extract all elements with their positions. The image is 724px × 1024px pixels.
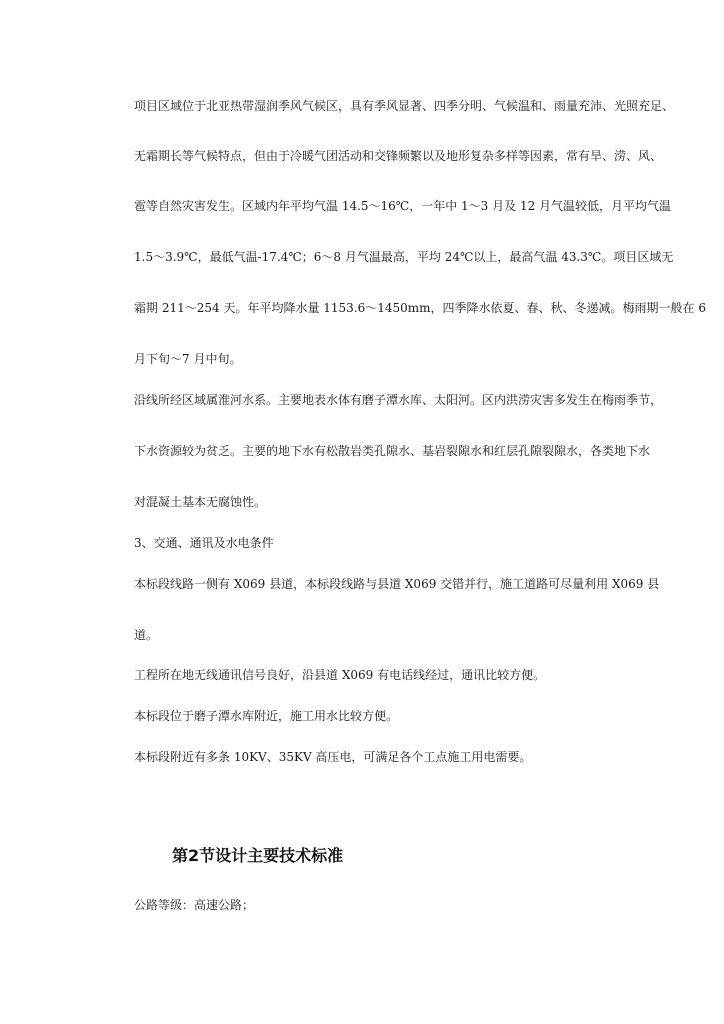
hydrology-text-line-1: 沿线所经区域属淮河水系。主要地表水体有磨子潭水库、太阳河。区内洪涝灾害多发生在梅雨季节， (134, 393, 663, 407)
section-3-title: 3、交通、通讯及水电条件 (134, 536, 274, 550)
water-supply-text: 本标段位于磨子潭水库附近，施工用水比较方便。 (134, 709, 399, 723)
climate-text-line-2: 无霜期长等气候特点，但由于冷暖气团活动和交锋频繁以及地形复杂多样等因素，常有旱、涝、风、 (134, 149, 663, 163)
traffic-text-line-1: 本标段线路一侧有 X069 县道，本标段线路与县道 X069 交错并行，施工道路可尽量利用 X069 县 (134, 577, 660, 591)
power-supply-text: 本标段附近有多条 10KV、35KV 高压电，可满足各个工点施工用电需要。 (134, 750, 532, 764)
climate-text-line-1: 项目区域位于北亚热带湿润季风气候区，具有季风显著、四季分明、气候温和、雨量充沛、光照充足、 (134, 99, 675, 113)
climate-text-line-3: 雹等自然灾害发生。区域内年平均气温 14.5～16℃，一年中 1～3 月及 12 月气温较低，月平均气温 (134, 199, 672, 213)
road-grade-text: 公路等级：高速公路； (134, 898, 255, 912)
section-heading: 第2节设计主要技术标准 (172, 846, 344, 865)
climate-text-line-4: 1.5～3.9℃，最低气温-17.4℃；6～8 月气温最高，平均 24℃以上，最高气温 43.3℃。项目区域无 (134, 250, 674, 264)
climate-text-line-5: 霜期 211～254 天。年平均降水量 1153.6～1450mm，四季降水依夏、春、秋、冬递减。梅雨期一般在 6 (134, 301, 706, 315)
communication-text: 工程所在地无线通讯信号良好，沿县道 X069 有电话线经过，通讯比较方便。 (134, 668, 546, 682)
hydrology-text-line-2: 下水资源较为贫乏。主要的地下水有松散岩类孔隙水、基岩裂隙水和红层孔隙裂隙水，各类地下水 (134, 444, 651, 458)
traffic-text-line-2: 道。 (134, 628, 159, 642)
climate-text-line-6: 月下旬～7 月中旬。 (134, 352, 242, 366)
hydrology-text-line-3: 对混凝土基本无腐蚀性。 (134, 495, 267, 509)
